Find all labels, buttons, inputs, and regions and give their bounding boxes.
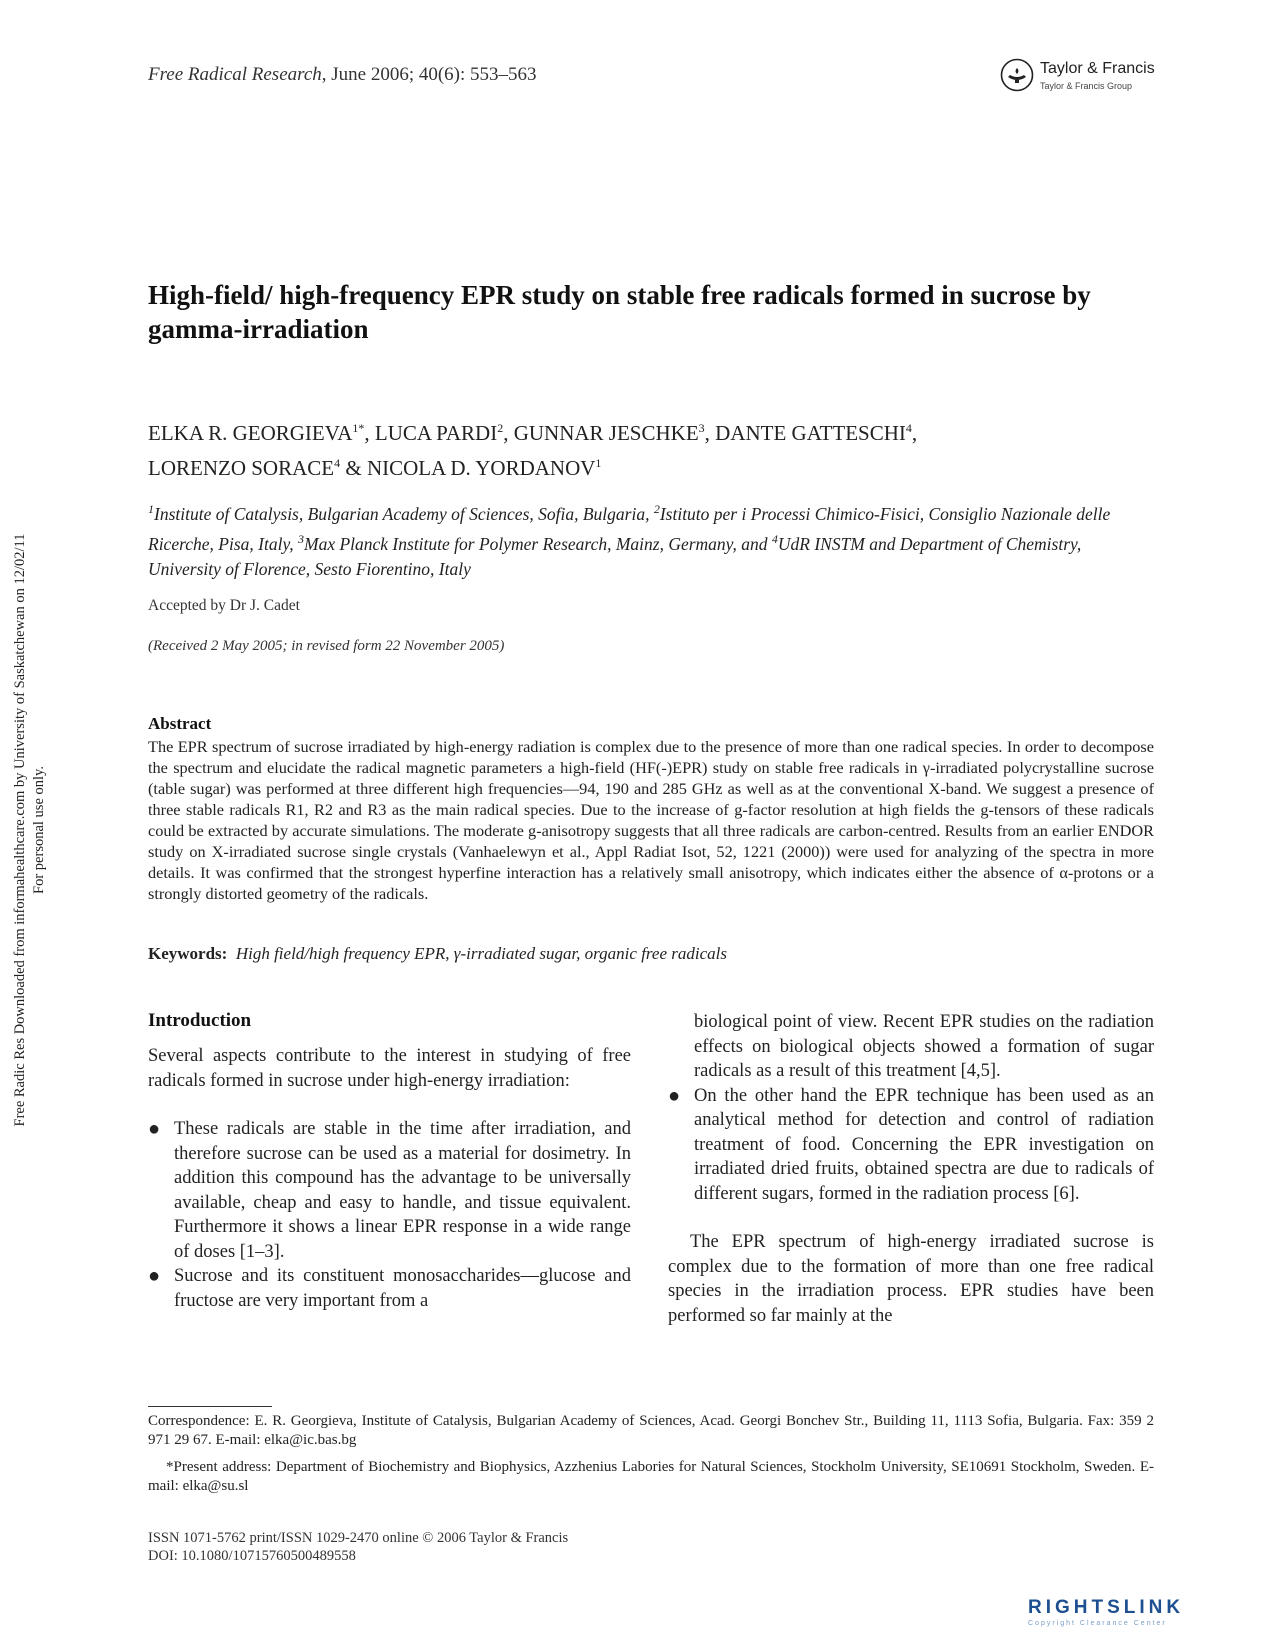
affil-sup: 4 <box>771 531 778 546</box>
author-sup: 4 <box>905 421 912 435</box>
rightslink-label: RIGHTSLINK <box>1028 1597 1185 1618</box>
bullet-icon: ● <box>148 1265 161 1287</box>
journal-issue: , June 2006; 40(6): 553–563 <box>321 64 537 85</box>
journal-citation <box>148 64 537 86</box>
author-sup: 3 <box>698 421 705 435</box>
affil-text: Istituto per i Processi Chimico-Fisici, Consiglio Nazionale delle Ricerche, Pisa, Italy, <box>148 503 1111 554</box>
section-heading-introduction: Introduction <box>148 1010 252 1031</box>
bullet-icon: ● <box>668 1084 681 1107</box>
bullet-icon: ● <box>148 1118 161 1140</box>
body-paragraph: The EPR spectrum of high-energy irradiated sucrose is complex due to the formation of more than one free radical species in the irradiation process. EPR studies have been performed so far mainly at the <box>668 1232 1154 1326</box>
present-address-footnote: *Present address: Department of Biochemistry and Biophysics, Azzhenius Labories for Natural Sciences, Stockholm University, SE10691 Stockholm, Sweden. E-mail: elka@su.sl <box>148 1459 1154 1494</box>
bullet-list <box>668 1084 1154 1207</box>
author-name: LUCA PARDI <box>374 421 498 445</box>
list-item <box>668 1084 1154 1207</box>
article-title: High-field/ high-frequency EPR study on stable free radicals formed in sucrose by gamma-irradiation <box>148 280 1091 344</box>
bullet-continuation: biological point of view. Recent EPR studies on the radiation effects on biological objects showed a formation of sugar radicals as a result of this treatment [4,5]. <box>694 1012 1154 1081</box>
bullet-list <box>148 1117 631 1313</box>
abstract-heading: Abstract <box>148 714 212 733</box>
author-name: ELKA R. GEORGIEVA <box>148 421 353 445</box>
journal-name: Free Radical Research <box>148 64 322 85</box>
list-item <box>148 1117 631 1264</box>
author-sup: 1 <box>595 456 602 470</box>
abstract-text: The EPR spectrum of sucrose irradiated by high-energy radiation is complex due to the presence of more than one radical species. In order to decompose the spectrum and elucidate the radical magnetic parameters a high-field (HF(-)EPR) study on stable free radicals in γ-irradiated polycrystalline sucrose (table sugar) was performed at three different high frequencies—94, 190 and 285 GHz as well as at the conventional X-band. We suggest a presence of three stable radicals R1, R2 and R3 as the main radical species. Due to the increase of g-factor resolution at high fields the g-tensors of these radicals could be extracted by accurate simulations. The moderate g-anisotropy suggests that all three radicals are carbon-centred. Results from an earlier ENDOR study on X-irradiated sucrose single crystals (Vanhaelewyn et al., Appl Radiat Isot, 52, 1221 (2000)) were used for analyzing of the spectra in more details. It was confirmed that the strongest hyperfine interaction has a relatively small anisotropy, which indicates either the absence of α-protons or a strongly distorted geometry of the radicals. <box>148 737 1154 903</box>
author-sep: , <box>364 421 375 445</box>
received-dates: (Received 2 May 2005; in revised form 22 November 2005) <box>148 638 505 654</box>
rightslink-sub: Copyright Clearance Center <box>1028 1620 1167 1627</box>
issn-doi <box>148 1529 568 1565</box>
author-sup: 4 <box>334 456 341 470</box>
intro-paragraph: Several aspects contribute to the interest in studying of free radicals formed in sucrose under high-energy irradiation: <box>148 1046 631 1091</box>
publisher-group: Taylor & Francis Group <box>1040 81 1133 91</box>
keywords-text: High field/high frequency EPR, γ-irradiated sugar, organic free radicals <box>235 944 727 963</box>
keywords-label: Keywords: <box>148 944 228 963</box>
bullet-text: Sucrose and its constituent monosaccharides—glucose and fructose are very important from a <box>174 1266 631 1311</box>
rightslink-logo[interactable] <box>1028 1597 1258 1635</box>
download-notice-line2: For personal use only. <box>31 766 47 894</box>
lamp-icon <box>1000 58 1034 92</box>
keywords <box>148 944 727 964</box>
affiliations <box>148 497 1148 582</box>
affil-sup: 2 <box>653 502 660 516</box>
author-list <box>148 413 1128 483</box>
author-name: DANTE GATTESCHI <box>715 421 906 445</box>
bullet-text: These radicals are stable in the time after irradiation, and therefore sucrose can be used as a material for dosimetry. In addition this compound has the advantage to be universally available, cheap and easy to handle, and tissue equivalent. Furthermore it shows a linear EPR response in a wide range of doses [1–3]. <box>174 1119 631 1262</box>
author-sep: , <box>503 421 514 445</box>
author-sup: 1* <box>352 421 365 435</box>
author-sep: & <box>340 456 367 480</box>
list-item <box>148 1264 631 1313</box>
affil-text: UdR INSTM and Department of Chemistry, University of Florence, Sesto Fiorentino, Italy <box>148 533 1082 579</box>
affil-sup: 3 <box>298 531 304 546</box>
publisher-name: Taylor & Francis <box>1040 60 1155 77</box>
download-notice-sidebar <box>0 0 60 1651</box>
publisher-logo <box>1000 58 1170 98</box>
download-notice-line1: Free Radic Res Downloaded from informahealthcare.com by University of Saskatchewan on 12/02/11 <box>12 533 28 1127</box>
author-name: NICOLA D. YORDANOV <box>366 456 596 480</box>
bullet-text: On the other hand the EPR technique has been used as an analytical method for detection and control of radiation treatment of food. Concerning the EPR investigation on irradiated dried fruits, obtained spectra are due to radicals of different sugars, formed in the radiation process [6]. <box>694 1085 1154 1204</box>
correspondence-footnote: Correspondence: E. R. Georgieva, Institute of Catalysis, Bulgarian Academy of Sciences, Acad. Georgi Bonchev Str., Building 11, 1113 Sofia, Bulgaria. Fax: 359 2 971 29 67. E-mail: elka@ic.bas.bg <box>148 1413 1154 1448</box>
doi: DOI: 10.1080/10715760500489558 <box>148 1548 356 1564</box>
author-sep: , <box>704 421 716 445</box>
author-sep: , <box>911 421 918 445</box>
affil-text: Institute of Catalysis, Bulgarian Academy of Sciences, Sofia, Bulgaria, <box>154 503 654 524</box>
accepted-by: Accepted by Dr J. Cadet <box>148 597 300 614</box>
affil-sup: 1 <box>148 502 154 516</box>
author-sup: 2 <box>497 421 504 435</box>
left-column <box>148 1010 631 1313</box>
right-column <box>668 1010 1154 1328</box>
issn: ISSN 1071-5762 print/ISSN 1029-2470 online © 2006 Taylor & Francis <box>148 1530 569 1546</box>
footnote-rule <box>148 1406 272 1407</box>
author-name: LORENZO SORACE <box>148 456 335 480</box>
author-name: GUNNAR JESCHKE <box>513 421 699 445</box>
affil-text: Max Planck Institute for Polymer Research, Mainz, Germany, and <box>304 533 772 554</box>
